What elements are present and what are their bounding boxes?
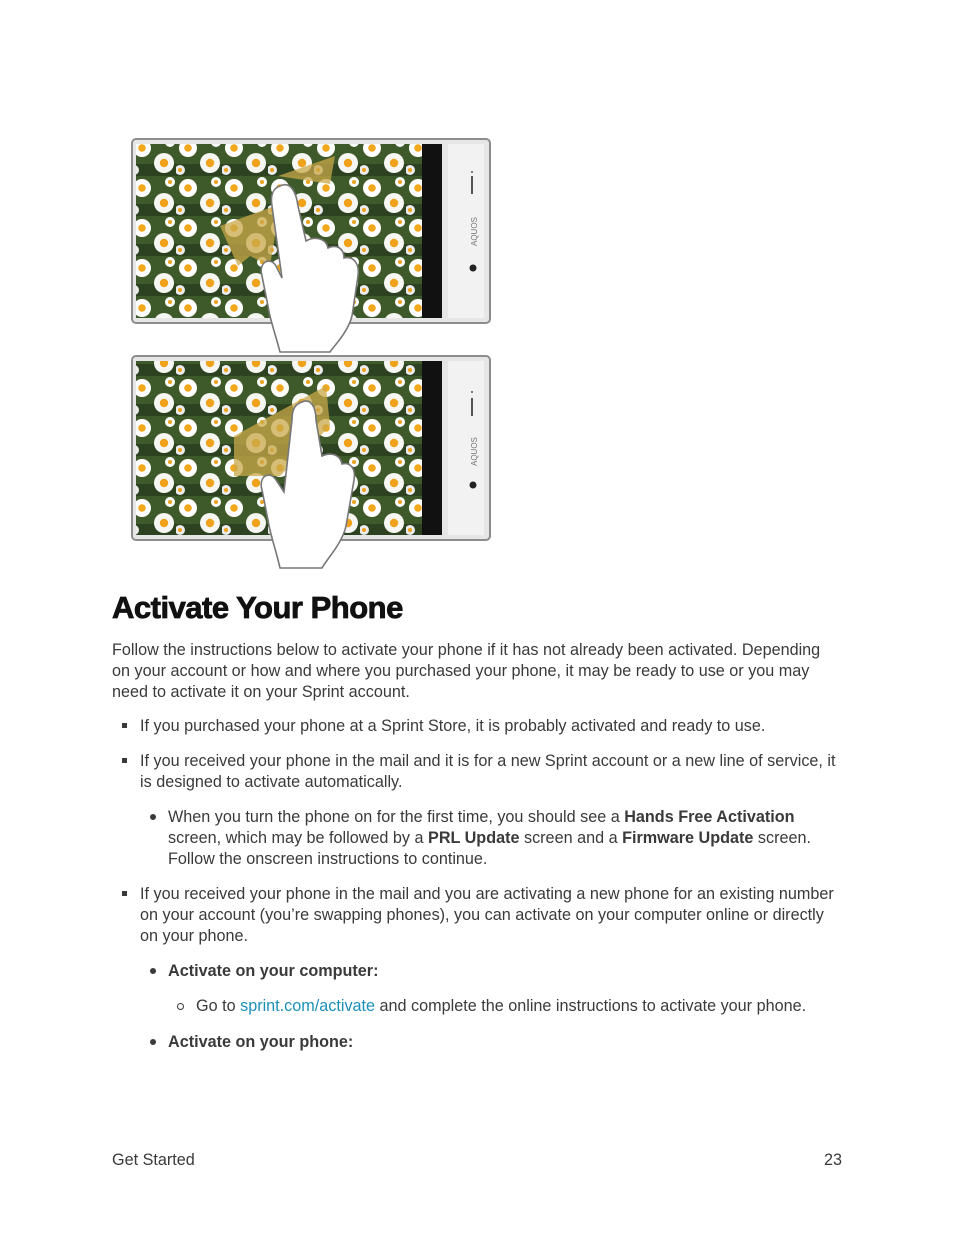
square-bullet-icon bbox=[122, 723, 127, 728]
intro-paragraph: Follow the instructions below to activate your phone if it has not already been activated. Depending on your account or how and where you purchased your phone, it may be ready to use or you may need to activate it on your Sprint account. bbox=[112, 641, 821, 701]
footer-section: Get Started bbox=[112, 1151, 195, 1169]
list-item-text: If you received your phone in the mail and it is for a new Sprint account or a new line of service, it is designed to activate automatically. bbox=[140, 752, 836, 791]
list-item bbox=[140, 884, 842, 947]
round-bullet-icon bbox=[150, 968, 156, 974]
step-text: Go to bbox=[196, 997, 241, 1015]
list-item bbox=[140, 751, 842, 793]
activate-phone-label: Activate on your phone: bbox=[168, 1033, 354, 1051]
phone-bottom bbox=[132, 356, 490, 568]
footer-page-number: 23 bbox=[823, 1151, 842, 1169]
square-bullet-icon bbox=[122, 891, 127, 896]
hands-free-activation-label: Hands Free Activation bbox=[624, 808, 795, 826]
round-bullet-icon bbox=[150, 1039, 156, 1045]
activate-computer-label: Activate on your computer: bbox=[168, 962, 379, 980]
round-bullet-icon bbox=[150, 814, 156, 820]
sprint-activate-link[interactable]: sprint.com/activate bbox=[240, 997, 376, 1015]
square-bullet-icon bbox=[122, 758, 127, 763]
sub-item-text: When you turn the phone on for the first time, you should see a bbox=[168, 808, 625, 826]
step-text: and complete the online instructions to activate your phone. bbox=[375, 997, 807, 1015]
hollow-bullet-icon bbox=[177, 1003, 184, 1010]
sub-list-item bbox=[168, 961, 842, 982]
sub-sub-list-item bbox=[196, 996, 842, 1017]
phone-brand-bottom: AQUOS bbox=[470, 437, 479, 466]
phone-brand-top: AQUOS bbox=[470, 217, 479, 246]
phone-swipe-illustration bbox=[130, 136, 494, 570]
sub-item-text: screen and a bbox=[519, 829, 623, 847]
sub-list-item bbox=[168, 807, 842, 870]
list-item-text: If you received your phone in the mail and you are activating a new phone for an existing number on your account (you’re swapping phones), you can activate on your computer online or directly on your phone. bbox=[140, 885, 834, 945]
prl-update-label: PRL Update bbox=[428, 829, 520, 847]
sub-item-text: screen, which may be followed by a bbox=[168, 829, 429, 847]
sub-list-item bbox=[168, 1032, 842, 1053]
page-heading: Activate Your Phone bbox=[112, 590, 403, 625]
list-item bbox=[140, 716, 842, 737]
firmware-update-label: Firmware Update bbox=[622, 829, 754, 847]
list-item-text: If you purchased your phone at a Sprint Store, it is probably activated and ready to use. bbox=[140, 717, 766, 735]
sub-item-text: screen. Follow the onscreen instructions to continue. bbox=[168, 829, 812, 868]
phone-top bbox=[132, 139, 490, 352]
